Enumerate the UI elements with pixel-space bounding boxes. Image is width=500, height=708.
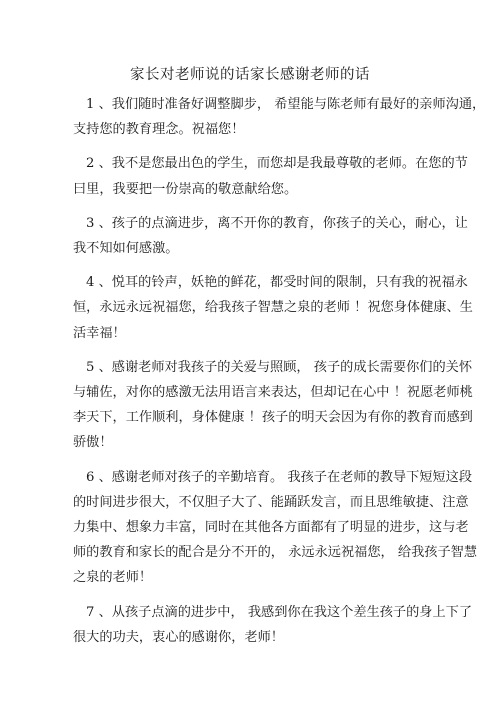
paragraph-line: 活幸福！	[73, 325, 126, 341]
paragraph-line: 之泉的老师！	[73, 570, 153, 586]
document-title: 家长对老师说的话家长感谢老师的话	[130, 67, 370, 83]
document-body	[73, 92, 486, 659]
paragraph-line: 师的教育和家长的配合是分不开的， 永远永远祝福您， 给我孩子智慧	[73, 545, 478, 561]
paragraph-3	[73, 211, 468, 261]
paragraph-4	[73, 270, 473, 346]
paragraph-line: 李天下，工作顺利，身体健康 ！孩子的明天会因为有你的教育而感到	[73, 410, 473, 426]
paragraph-line: 与辅佐，对你的感激无法用语言来表达，但却记在心中 ！祝愿老师桃	[73, 385, 473, 401]
paragraph-2	[73, 151, 468, 201]
paragraph-line: 的时间进步很大，不仅胆子大了、能踊跃发言，而且思维敏捷、注意	[73, 494, 469, 510]
paragraph-line: 2 、我不是您最出色的学生，而您却是我最尊敬的老师。在您的节	[86, 156, 468, 172]
paragraph-line: 我不知如何感激。	[73, 241, 179, 257]
paragraph-7	[73, 600, 473, 650]
paragraph-line: 1 、我们随时准备好调整脚步， 希望能与陈老师有最好的亲师沟通，	[86, 97, 486, 112]
paragraph-line: 5 、感谢老师对我孩子的关爱与照顾， 孩子的成长需要你们的关怀	[86, 359, 473, 375]
paragraph-line: 支持您的教育理念。祝福您！	[73, 122, 245, 138]
paragraph-line: 骄傲！	[73, 435, 113, 451]
paragraph-5	[73, 355, 473, 456]
paragraph-line: 力集中、想象力丰富，同时在其他各方面都有了明显的进步，这与老	[73, 520, 469, 536]
paragraph-line: 很大的功夫，衷心的感谢你，老师！	[73, 629, 284, 645]
paragraph-line: 7 、从孩子点滴的进步中， 我感到你在我这个差生孩子的身上下了	[86, 604, 473, 620]
paragraph-line: 曰里，我要把一份崇高的敬意献给您。	[73, 181, 298, 197]
paragraph-line: 3 、孩子的点滴进步，离不开你的教育，你孩子的关心，耐心，让	[86, 215, 468, 231]
paragraph-line: 4 、悦耳的铃声，妖艳的鲜花，都受时间的限制，只有我的祝福永	[86, 275, 468, 291]
paragraph-1	[73, 92, 486, 142]
paragraph-line: 6 、感谢老师对孩子的辛勤培育。 我孩子在老师的教导下短短这段	[86, 469, 473, 485]
paragraph-line: 恒，永远永远祝福您，给我孩子智慧之泉的老师 ！祝您身体健康、生	[73, 300, 473, 316]
paragraph-6	[73, 465, 478, 591]
